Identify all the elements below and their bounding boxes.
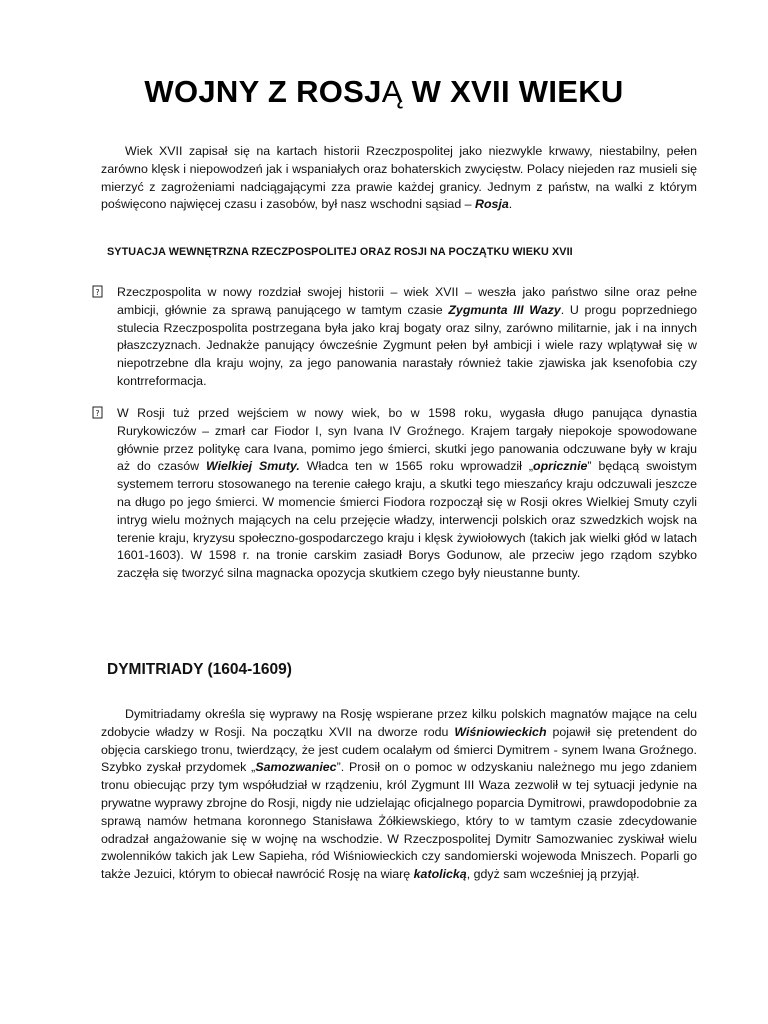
section-subheading: SYTUACJA WEWNĘTRZNA RZECZPOSPOLITEJ ORAZ ROSJI NA POCZĄTKU WIEKU XVII: [107, 246, 573, 258]
intro-paragraph: [101, 143, 697, 214]
missing-glyph-box-icon: [92, 406, 104, 420]
intro-emphasis: Rosja: [475, 197, 509, 212]
bullet2-emphasis-2: opricznie: [533, 459, 588, 474]
intro-text-end: .: [508, 197, 513, 212]
missing-glyph-box-icon: [92, 285, 104, 299]
page-title: [0, 74, 768, 110]
section2-text-4: , gdyż sam wcześniej ją przyjął.: [466, 867, 640, 882]
section2-text-3: ”. Prosił on o pomoc w odzyskaniu należnego mu jego zdaniem tronu obiecując przy tym współudział w rządzeniu, król Zygmunt III Waza zezwolił w tej sytuacji jedynie na prywatne wyprawy zbrojne do Rosji, nigdy nie udzielając oficjalnego poparcia Dymitrowi, prawdopodobnie za sprawą namów hetmana koronnego Stanisława Żółkiewskiego, który to w tamtym czasie zdecydowanie odradzał angażowanie się w wojnę na wschodzie. W Rzeczpospolitej Dymitr Samozwaniec zyskiwał wielu zwolenników takich jak Lew Sapieha, ród Wiśniowieckich czy sandomierski wojewoda Mniszech. Poparli go także Jezuici, którym to obiecał nawrócić Rosję na wiarę: [101, 760, 698, 882]
intro-text: Wiek XVII zapisał się na kartach historii Rzeczpospolitej jako niezwykle krwawy, niestabilny, pełen zarówno klęsk i niepowodzeń jak i wspaniałych oraz bohaterskich zwycięstw. Polacy niejeden raz musieli się mierzyć z zagrożeniami nadciągającymi zza prawie każdej granicy. Jednym z państw, na walki z którym poświęcono najwięcej czasu i zasobów, był nasz wschodni sąsiad –: [101, 144, 697, 212]
bullet2-text-3: ” będącą swoistym systemem terroru stosowanego na terenie całego kraju, a skutki tego mieszańcy kraju odczuwali jeszcze na długo po jego śmierci. W momencie śmierci Fiodora rozpoczął się w Rosji okres Wielkiej Smuty czyli intryg wielu możnych mających na celu przejęcie władzy, interwencji polskich oraz szwedzkich wojsk na terenie kraju, kryzysu społeczno-gospodarczego kraju i klęsk żywiołowych (takich jak wielki głód w latach 1601-1603). W 1598 r. na tronie carskim zasiadł Borys Godunow, ale przeciw jego rządom szybko zaczęła się tworzyć silna magnacka opozycja skutkiem czego były nieustanne bunty.: [117, 459, 698, 581]
list-item: [117, 284, 697, 391]
section2-emphasis-1: Wiśniowieckich: [454, 724, 547, 739]
svg-text:?: ?: [95, 288, 100, 297]
section2-emphasis-3: katolicką: [413, 867, 467, 882]
title-rest: W XVII WIEKU: [402, 74, 624, 109]
bullet1-text-end: . U progu poprzedniego stulecia Rzeczpospolita postrzegana była jako kraj bogaty oraz silny, zarówno militarnie, jak i na innych płaszczyznach. Jednakże panujący ówcześnie Zygmunt pełen był ambicji i wiele razy wplątywał się w niepotrzebne dla kraju wojny, za jego panowania narastały również takie zjawiska jak ksenofobia czy kontrreformacja.: [117, 302, 697, 388]
title-main: WOJNY Z ROSJ: [144, 74, 382, 109]
section-heading: DYMITRIADY (1604-1609): [107, 661, 292, 678]
bullet2-text: W Rosji tuż przed wejściem w nowy wiek, bo w 1598 roku, wygasła długo panująca dynastia Rurykowiczów – zmarł car Fiodor I, syn Ivana IV Groźnego. Krajem targały niepokoje spowodowane głównie przez politykę cara Ivana, pomimo jego śmierci, skutki jego panowania odczuwane były w kraju aż do czasów: [117, 406, 697, 474]
list-item: [117, 405, 697, 583]
title-ogonek-letter: Ą: [381, 74, 403, 109]
section2-emphasis-2: Samozwaniec: [255, 760, 337, 775]
section2-text-2: pojawił się pretendent do objęcia carskiego tronu, twierdzący, że jest cudem ocalałym od śmierci Dymitrem - synem Iwana Groźnego. Szybko zyskał przydomek „: [101, 724, 697, 775]
section-paragraph: [101, 706, 697, 884]
bullet2-emphasis-1: Wielkiej Smuty.: [206, 459, 300, 474]
bullet2-text-2: Władca ten w 1565 roku wprowadził „: [299, 459, 534, 474]
svg-text:?: ?: [95, 409, 100, 418]
section2-text-1: Dymitriadamy określa się wyprawy na Rosję wspierane przez kilku polskich magnatów mające na celu zdobycie władzy w Rosji. Na początku XVII na dworze rodu: [101, 707, 697, 739]
bullet1-emphasis: Zygmunta III Wazy: [448, 302, 561, 317]
bullet1-text: Rzeczpospolita w nowy rozdział swojej historii – wiek XVII – weszła jako państwo silne oraz pełne ambicji, głównie za sprawą panującego w tamtym czasie: [117, 285, 697, 317]
